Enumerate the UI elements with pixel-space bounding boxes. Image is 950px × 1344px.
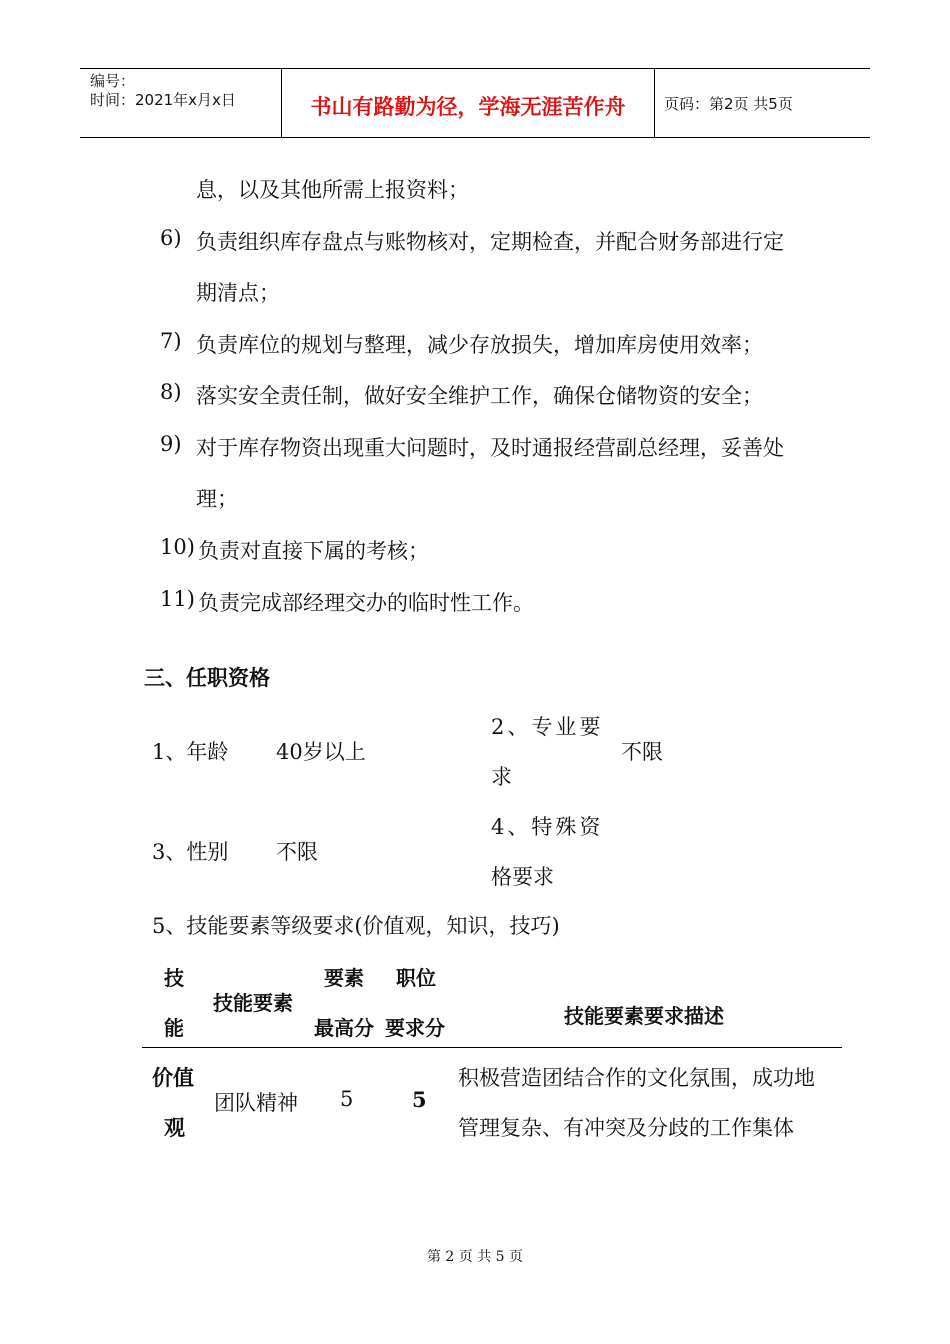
duty-number: 10): [160, 535, 195, 559]
header-max-score: 要素: [324, 966, 364, 990]
special-label: 4、特殊资: [491, 815, 604, 839]
row-description-cont: 管理复杂、有冲突及分歧的工作集体: [458, 1116, 794, 1140]
motto: 书山有路勤为径，学海无涯苦作舟: [310, 95, 626, 119]
duty-number: 9): [160, 432, 182, 456]
duty-text: 落实安全责任制，做好安全维护工作，确保仓储物资的安全；: [196, 384, 763, 408]
header-required-score: 职位: [396, 966, 436, 990]
page-label: 页码：第2页 共5页: [664, 95, 793, 113]
row-required-score: 5: [412, 1087, 427, 1112]
time-label: 时间：2021年x月x日: [90, 91, 236, 109]
duty-continuation: 息，以及其他所需上报资料；: [196, 178, 469, 202]
row-category: 价值: [152, 1066, 194, 1090]
row-element: 团队精神: [214, 1091, 298, 1115]
header-description: 技能要素要求描述: [564, 1004, 724, 1028]
major-value: 不限: [621, 740, 663, 764]
code-label: 编号：: [90, 72, 136, 90]
major-label-cont: 求: [491, 765, 512, 789]
duty-text: 负责完成部经理交办的临时性工作。: [198, 591, 534, 615]
duty-number: 6): [160, 226, 182, 250]
duty-text: 期清点；: [196, 281, 280, 305]
gender-value: 不限: [276, 840, 318, 864]
header-divider: [654, 69, 655, 137]
duty-text: 负责组织库存盘点与账物核对，定期检查，并配合财务部进行定: [196, 230, 784, 254]
header-meta: [90, 72, 236, 110]
header-required-score-cont: 要求分: [385, 1016, 445, 1040]
header-max-score-cont: 最高分: [314, 1016, 374, 1040]
special-label-cont: 格要求: [491, 865, 554, 889]
age-label: 1、年龄: [152, 740, 229, 764]
header-skill: 技: [164, 966, 184, 990]
major-label: 2、专业要: [491, 715, 604, 739]
gender-label: 3、性别: [152, 840, 229, 864]
skills-title: 5、技能要素等级要求(价值观，知识，技巧): [152, 914, 560, 938]
duty-text: 负责对直接下属的考核；: [198, 539, 429, 563]
duty-text: 对于库存物资出现重大问题时，及时通报经营副总经理，妥善处: [196, 436, 784, 460]
section-title: 三、任职资格: [144, 666, 270, 690]
duty-number: 11): [160, 587, 195, 611]
duty-number: 8): [160, 380, 182, 404]
age-value: 40岁以上: [276, 740, 366, 764]
page-header: [80, 68, 870, 138]
row-max-score: 5: [340, 1087, 354, 1111]
row-category-cont: 观: [164, 1116, 185, 1140]
duty-text: 负责库位的规划与整理，减少存放损失，增加库房使用效率；: [196, 333, 763, 357]
header-skill-cont: 能: [164, 1016, 184, 1040]
row-description: 积极营造团结合作的文化氛围，成功地: [458, 1066, 815, 1090]
header-element: 技能要素: [213, 991, 293, 1015]
table-rule: [142, 1047, 842, 1048]
duty-number: 7): [160, 329, 182, 353]
duty-text: 理；: [196, 487, 238, 511]
page-footer: 第 2 页 共 5 页: [426, 1249, 524, 1265]
